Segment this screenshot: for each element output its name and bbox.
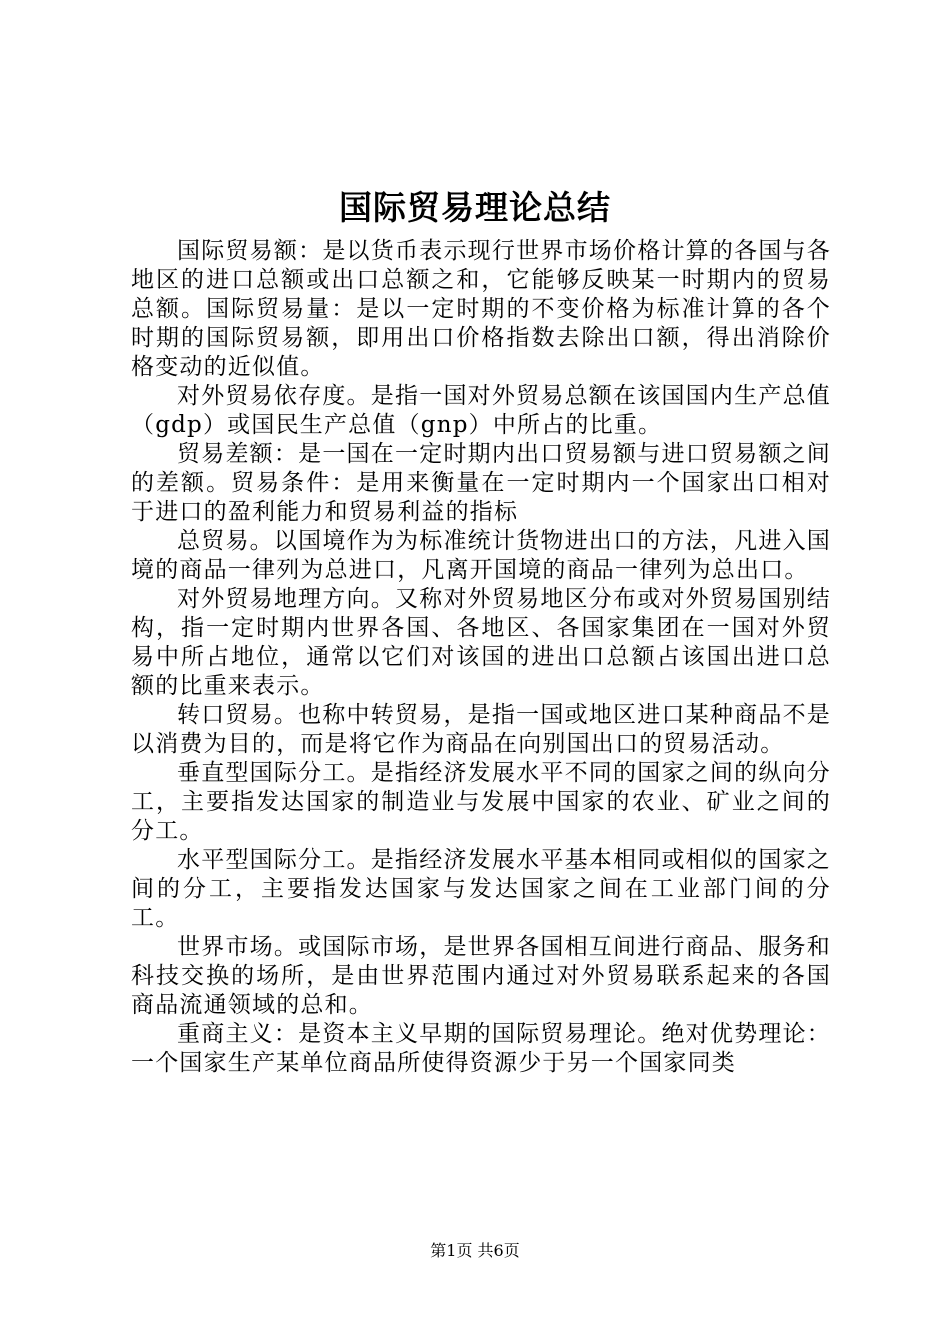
paragraph: 总贸易。以国境作为为标准统计货物进出口的方法，凡进入国境的商品一律列为总进口，凡离开国境的商品一律列为总出口。 [131,528,831,583]
paragraph: 对外贸易依存度。是指一国对外贸易总额在该国国内生产总值（gdp）或国民生产总值（gnp）中所占的比重。 [131,383,831,438]
document-body [131,237,831,1078]
paragraph: 水平型国际分工。是指经济发展水平基本相同或相似的国家之间的分工，主要指发达国家与发达国家之间在工业部门间的分工。 [131,847,831,931]
page-footer: 第1页 共6页 [430,1241,520,1260]
paragraph: 转口贸易。也称中转贸易，是指一国或地区进口某种商品不是以消费为目的，而是将它作为商品在向别国出口的贸易活动。 [131,702,831,757]
document-title: 国际贸易理论总结 [339,188,611,227]
paragraph: 对外贸易地理方向。又称对外贸易地区分布或对外贸易国别结构，指一定时期内世界各国、各地区、各国家集团在一国对外贸易中所占地位，通常以它们对该国的进出口总额占该国出进口总额的比重来表示。 [131,586,831,699]
paragraph: 重商主义：是资本主义早期的国际贸易理论。绝对优势理论：一个国家生产某单位商品所使得资源少于另一个国家同类 [131,1021,831,1076]
paragraph: 世界市场。或国际市场，是世界各国相互间进行商品、服务和科技交换的场所，是由世界范围内通过对外贸易联系起来的各国商品流通领域的总和。 [131,934,831,1018]
paragraph: 国际贸易额：是以货币表示现行世界市场价格计算的各国与各地区的进口总额或出口总额之和，它能够反映某一时期内的贸易总额。国际贸易量：是以一定时期的不变价格为标准计算的各个时期的国际贸易额，即用出口价格指数去除出口额，得出消除价格变动的近似值。 [131,238,831,380]
paragraph: 垂直型国际分工。是指经济发展水平不同的国家之间的纵向分工，主要指发达国家的制造业与发展中国家的农业、矿业之间的分工。 [131,760,831,844]
paragraph: 贸易差额：是一国在一定时期内出口贸易额与进口贸易额之间的差额。贸易条件：是用来衡量在一定时期内一个国家出口相对于进口的盈利能力和贸易利益的指标 [131,441,831,525]
